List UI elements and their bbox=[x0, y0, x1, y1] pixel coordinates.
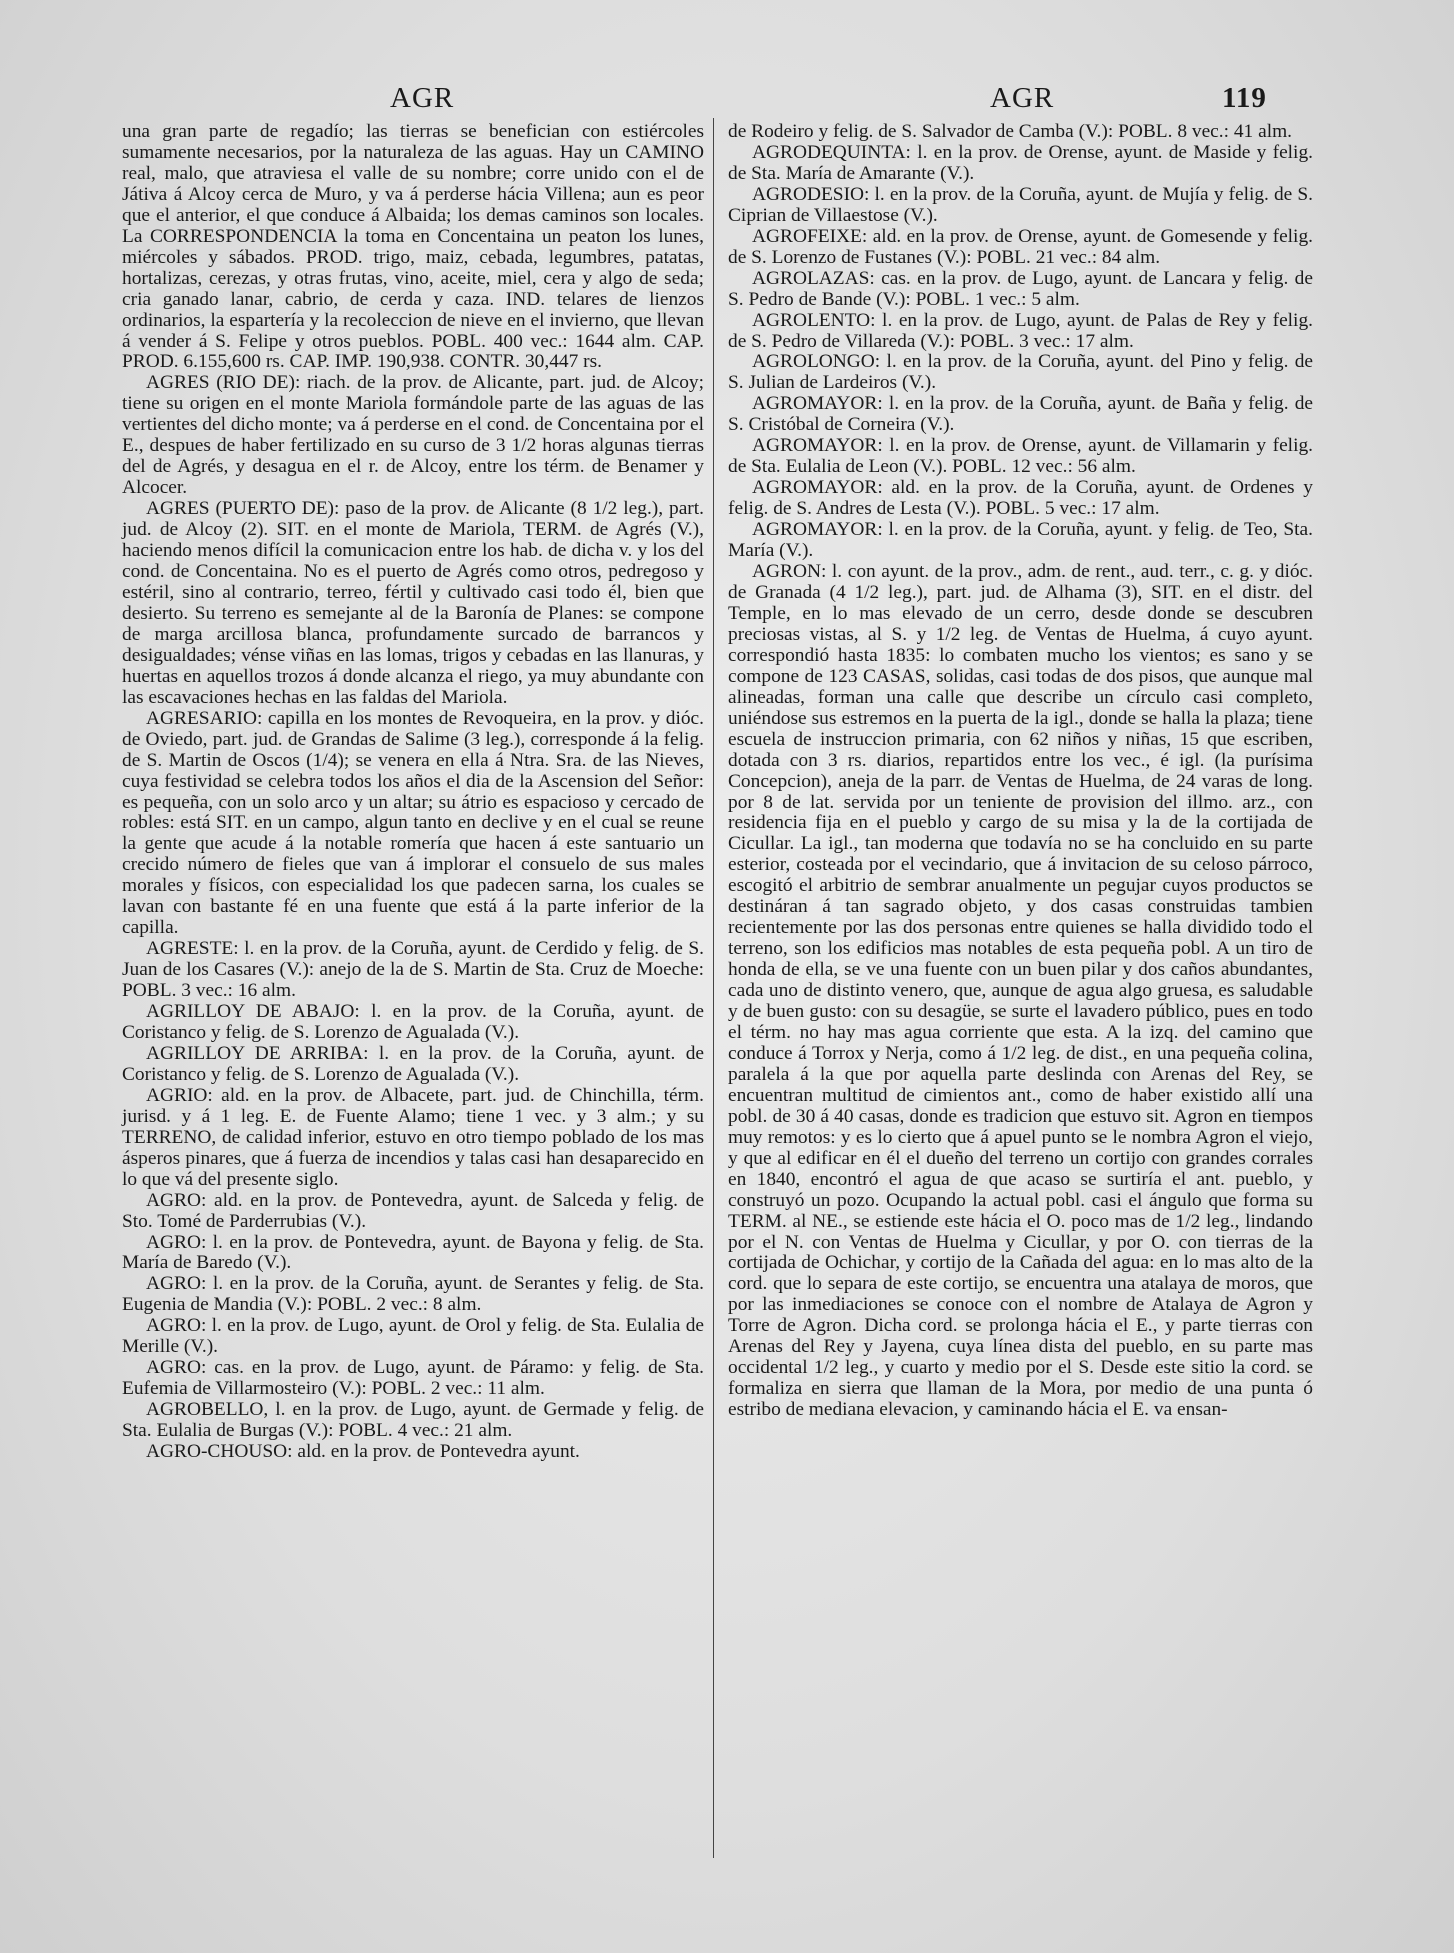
entry-agresario: AGRESARIO: capilla en los montes de Revoqueira, en la prov. y dióc. de Oviedo, part. jud. de Grandas de Salime (3 leg.), corresponde á la felig. de S. Martin de Oscos (1/4); se venera en ella á Ntra. Sra. de las Nieves, cuya festividad se celebra todos los años el dia de la Ascension del Señor: es pequeña, con un solo arco y un altar; su átrio es espacioso y cercado de robles: está SIT. en un campo, algun tanto en declive y en el cual se reune la gente que acude á la notable romería que hacen á este santuario un crecido número de fieles que van á implorar el consuelo de sus males morales y físicos, con especialidad los que padecen sarna, los cuales se lavan con bastante fé en una fuente que está á la parte inferior de la capilla. bbox=[122, 707, 704, 939]
entry-agrolento: AGROLENTO: l. en la prov. de Lugo, ayunt. de Palas de Rey y felig. de S. Pedro de Villareda (V.): POBL. 3 vec.: 17 alm. bbox=[728, 309, 1313, 352]
entry-agromayor-bana: AGROMAYOR: l. en la prov. de la Coruña, ayunt. de Baña y felig. de S. Cristóbal de Corneira (V.). bbox=[728, 393, 1313, 436]
running-head-left: AGR bbox=[390, 82, 455, 114]
entry-agro-bayona: AGRO: l. en la prov. de Pontevedra, ayunt. de Bayona y felig. de Sta. María de Baredo (V.). bbox=[122, 1231, 704, 1274]
entry-continuation: de Rodeiro y felig. de S. Salvador de Camba (V.): POBL. 8 vec.: 41 alm. bbox=[728, 121, 1293, 142]
entry-agres-puerto: AGRES (PUERTO DE): paso de la prov. de Alicante (8 1/2 leg.), part. jud. de Alcoy (2). SIT. en el monte de Mariola, TERM. de Agrés (V.), haciendo menos difícil la comunicacion entre los hab. de dicha v. y los del cond. de Concentaina. No es el puerto de Agrés como otros, pedregoso y estéril, sino al contrario, terreo, fértil y cultivado casi todo él, bien que desierto. Su terreno es semejante al de la Baronía de Planes: se compone de marga arcillosa blanca, profundamente surcado de barrancos y desigualdades; vénse viñas en las lomas, trigos y cebadas en las llanuras, y huertas en aquellos trozos á donde alcanza el riego, ya muy abundante con las escavaciones hechas en las faldas del Mariola. bbox=[122, 498, 704, 708]
entry-agrodequinta: AGRODEQUINTA: l. en la prov. de Orense, ayunt. de Maside y felig. de Sta. María de Amarante (V.). bbox=[728, 141, 1313, 184]
column-divider bbox=[713, 118, 714, 1858]
entry-agreste: AGRESTE: l. en la prov. de la Coruña, ayunt. de Cerdido y felig. de S. Juan de los Casares (V.): anejo de la de S. Martin de Sta. Cruz de Moeche: POBL. 3 vec.: 16 alm. bbox=[122, 938, 704, 1002]
entry-agromayor-ordenes: AGROMAYOR: ald. en la prov. de la Coruña, ayunt. de Ordenes y felig. de S. Andres de Lesta (V.). POBL. 5 vec.: 17 alm. bbox=[728, 477, 1313, 520]
running-head-right: AGR bbox=[990, 82, 1055, 114]
entry-agro-paramo: AGRO: cas. en la prov. de Lugo, ayunt. de Páramo: y felig. de Sta. Eufemia de Villarmosteiro (V.): POBL. 2 vec.: 11 alm. bbox=[122, 1357, 704, 1400]
entry-agrolongo: AGROLONGO: l. en la prov. de la Coruña, ayunt. del Pino y felig. de S. Julian de Lardeiros (V.). bbox=[728, 351, 1313, 394]
entry-agro-orol: AGRO: l. en la prov. de Lugo, ayunt. de Orol y felig. de Sta. Eulalia de Merille (V.). bbox=[122, 1315, 704, 1358]
entry-agro-chouso: AGRO-CHOUSO: ald. en la prov. de Pontevedra ayunt. bbox=[146, 1441, 580, 1463]
entry-agrobello: AGROBELLO, l. en la prov. de Lugo, ayunt. de Germade y felig. de Sta. Eulalia de Burgas (V.): POBL. 4 vec.: 21 alm. bbox=[122, 1399, 704, 1442]
entry-agromayor-villamarin: AGROMAYOR: l. en la prov. de Orense, ayunt. de Villamarin y felig. de Sta. Eulalia de Leon (V.). POBL. 12 vec.: 56 alm. bbox=[728, 435, 1313, 478]
entry-agres-rio: AGRES (RIO DE): riach. de la prov. de Alicante, part. jud. de Alcoy; tiene su origen en el monte Mariola formándole parte de las aguas de las vertientes del dicho monte; va á perderse en el cond. de Concentaina por el E., despues de haber fertilizado en su curso de 3 1/2 horas algunas tierras del de Agrés, y desagua en el r. de Alcoy, entre los térm. de Benamer y Alcocer. bbox=[122, 372, 704, 499]
entry-agrilloy-arriba: AGRILLOY DE ARRIBA: l. en la prov. de la Coruña, ayunt. de Coristanco y felig. de S. Lorenzo de Agualada (V.). bbox=[122, 1042, 704, 1085]
entry-agrofeixe: AGROFEIXE: ald. en la prov. de Orense, ayunt. de Gomesende y felig. de S. Lorenzo de Fustanes (V.): POBL. 21 vec.: 84 alm. bbox=[728, 225, 1313, 268]
entry-continuation: una gran parte de regadío; las tierras se benefician con estiércoles sumamente necesarios, por la naturaleza de las aguas. Hay un CAMINO real, malo, que atraviesa el valle de su nombre; corre unido con el de Játiva á Alcoy cerca de Muro, y va á perderse hácia Villena; aun es peor que el anterior, el que conduce á Albaida; los demas caminos son locales. La CORRESPONDENCIA la toma en Concentaina un peaton los lunes, miércoles y sábados. PROD. trigo, maiz, cebada, legumbres, patatas, hortalizas, cerezas, y otras frutas, vino, aceite, miel, cera y algo de seda; cria ganado lanar, cabrio, de cerda y caza. IND. telares de lienzos ordinarios, la espartería y la recoleccion de nieve en el invierno, que llevan á vender á S. Felipe y otros pueblos. POBL. 400 vec.: 1644 alm. CAP. PROD. 6.155,600 rs. CAP. IMP. 190,938. CONTR. 30,447 rs. bbox=[122, 121, 704, 373]
left-column bbox=[122, 122, 704, 1463]
entry-agromayor-teo: AGROMAYOR: l. en la prov. de la Coruña, ayunt. y felig. de Teo, Sta. María (V.). bbox=[728, 519, 1313, 562]
entry-agrolazas: AGROLAZAS: cas. en la prov. de Lugo, ayunt. de Lancara y felig. de S. Pedro de Bande (V.): POBL. 1 vec.: 5 alm. bbox=[728, 267, 1313, 310]
entry-agron: AGRON: l. con ayunt. de la prov., adm. de rent., aud. terr., c. g. y dióc. de Granada (4 1/2 leg.), part. jud. de Alhama (3), SIT. en el distr. del Temple, en lo mas elevado de un cerro, desde donde se descubren preciosas vistas, al S. y 1/2 leg. de Ventas de Huelma, á cuyo ayunt. correspondió hasta 1835: lo combaten mucho los vientos; es sano y se compone de 123 CASAS, solidas, casi todas de dos pisos, que aunque mal alineadas, forman una calle que describe un círculo casi completo, uniéndose sus estremos en la puerta de la igl., donde se halla la plaza; tiene escuela de instruccion primaria, con 62 niños y niñas, 15 que escriben, dotada con 3 rs. diarios, repartidos entre los vec., é igl. (la purísima Concepcion), aneja de la parr. de Ventas de Huelma, de 24 varas de long. por 8 de lat. servida por un teniente de provision del illmo. arz., con residencia fija en el pueblo y cargo de su misa y la de la cortijada de Cicullar. La igl., tan moderna que todavía no se ha concluido en su parte esterior, costeada por el vecindario, que á invitacion de su celoso párroco, escogitó el arbitrio de sembrar anualmente un pegujar cuyos productos se destináran á tan sagrado objeto, y dos casas construidas tambien recientemente por las dos personas entre quienes se halla dividido todo el terreno, son los edificios mas notables de esta pequeña pobl. A un tiro de honda de ella, se ve una fuente con un buen pilar y dos caños abundantes, cada uno de distinto venero, que, aunque de agua algo gruesa, es saludable y de buen gusto: con su desagüe, se surte el lavadero público, pues en todo el térm. no hay mas agua corriente que esta. A la izq. del camino que conduce á Torrox y Nerja, como á 1/2 leg. de dist., en una pequeña colina, paralela á la que por aquella parte deslinda con Arenas del Rey, se encuentran multitud de cimientos ant., como de haber existido allí una pobl. de 30 á 40 casas, donde es tradicion que estuvo sit. Agron en tiempos muy remotos: y es lo cierto que á apuel punto se le nombra Agron el viejo, y que al edificar en él el dueño del terreno un cortijo con grandes corrales en 1840, encontró el agua de que acaso se surtiría el ant. pueblo, y construyó un pozo. Ocupando la actual pobl. casi el ángulo que forma su TERM. al NE., se estiende este hácia el O. poco mas de 1/2 leg., lindando por el N. con Ventas de Huelma y Cicullar, y por O. con tierras de la cortijada de Ochichar, y cortijo de la Cañada del agua: en lo mas alto de la cord. que lo separa de este cortijo, se encuentra una atalaya de moros, que por las inmediaciones se conoce con el nombre de Atalaya de Agron y Torre de Agron. Dicha cord. se prolonga hácia el E., y parte tierras con Arenas del Rey y Jayena, cuya línea dista del pueblo, en su parte mas occidental 1/2 leg., y cuarto y medio por el S. Desde este sitio la cord. se formaliza en sierra que llaman de la Mora, por medio de una punta ó estribo de mediana elevacion, y caminando hácia el E. va ensan- bbox=[728, 561, 1313, 1421]
entry-agro-serantes: AGRO: l. en la prov. de la Coruña, ayunt. de Serantes y felig. de Sta. Eugenia de Mandia (V.): POBL. 2 vec.: 8 alm. bbox=[122, 1273, 704, 1316]
entry-agrio: AGRIO: ald. en la prov. de Albacete, part. jud. de Chinchilla, térm. jurisd. y á 1 leg. E. de Fuente Alamo; tiene 1 vec. y 3 alm.; y su TERRENO, de calidad inferior, estuvo en otro tiempo poblado de los mas ásperos pinares, que á fuerza de incendios y talas casi han desaparecido en lo que vá del presente siglo. bbox=[122, 1084, 704, 1190]
entry-agrodesio: AGRODESIO: l. en la prov. de la Coruña, ayunt. de Mujía y felig. de S. Ciprian de Villaestose (V.). bbox=[728, 183, 1313, 226]
entry-agro-salceda: AGRO: ald. en la prov. de Pontevedra, ayunt. de Salceda y felig. de Sto. Tomé de Parderrubias (V.). bbox=[122, 1189, 704, 1232]
page-number: 119 bbox=[1222, 82, 1267, 114]
entry-agrilloy-abajo: AGRILLOY DE ABAJO: l. en la prov. de la Coruña, ayunt. de Coristanco y felig. de S. Lorenzo de Agualada (V.). bbox=[122, 1001, 704, 1043]
right-column bbox=[728, 122, 1313, 1421]
